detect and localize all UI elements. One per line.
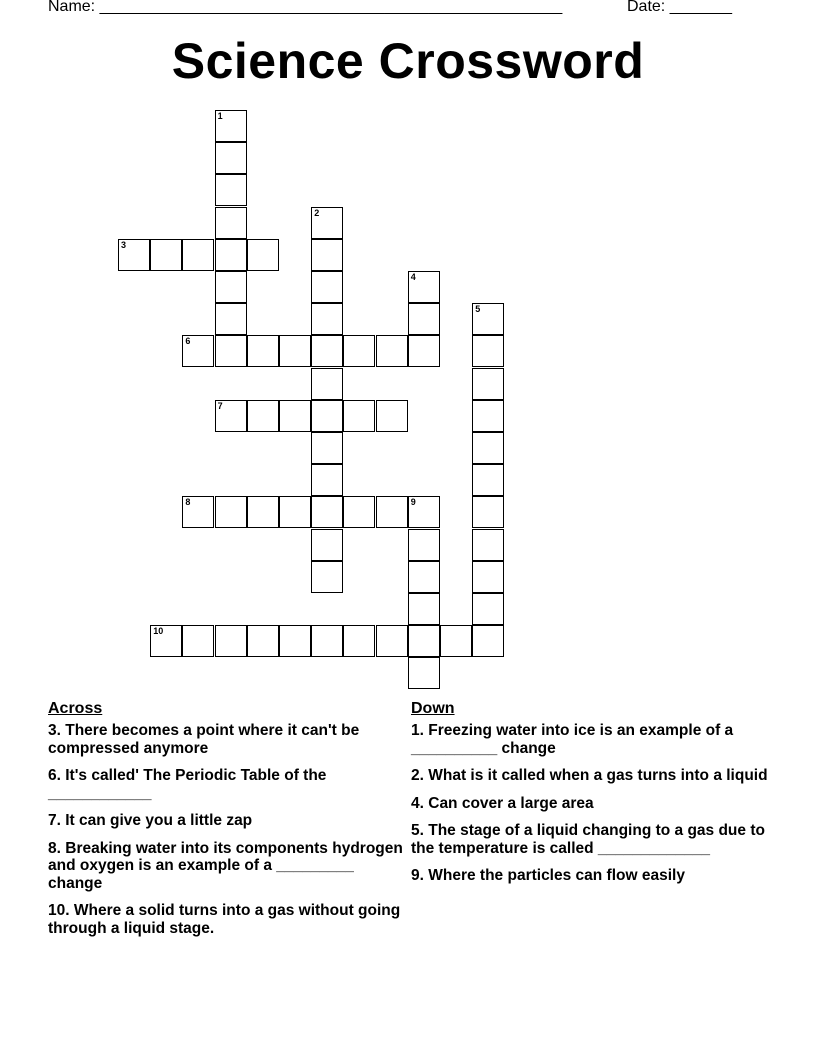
grid-cell[interactable]	[408, 271, 440, 303]
grid-cell[interactable]	[472, 464, 504, 496]
grid-cell[interactable]	[311, 335, 343, 367]
grid-cell[interactable]	[472, 625, 504, 657]
grid-cell[interactable]	[311, 303, 343, 335]
grid-cell[interactable]	[472, 529, 504, 561]
grid-cell[interactable]	[215, 400, 247, 432]
clue-number-8: 8	[185, 497, 191, 508]
grid-cell[interactable]	[376, 335, 408, 367]
grid-cell[interactable]	[182, 335, 214, 367]
clue-number-3: 3	[121, 239, 127, 250]
down-clue-9: 9. Where the particles can flow easily	[411, 867, 685, 884]
grid-cell[interactable]	[215, 496, 247, 528]
grid-cell[interactable]	[343, 335, 375, 367]
grid-cell[interactable]	[311, 496, 343, 528]
grid-cell[interactable]	[408, 657, 440, 689]
down-clue-5: 5. The stage of a liquid changing to a gas due to the temperature is called _____________	[411, 822, 765, 857]
down-heading: Down	[411, 700, 455, 717]
grid-cell[interactable]	[215, 142, 247, 174]
across-clues	[48, 700, 408, 947]
grid-cell[interactable]	[376, 496, 408, 528]
across-clue-7: 7. It can give you a little zap	[48, 812, 253, 829]
grid-cell[interactable]	[472, 335, 504, 367]
grid-cell[interactable]	[408, 593, 440, 625]
grid-cell[interactable]	[279, 335, 311, 367]
page-title: Science Crossword	[171, 33, 645, 89]
down-clues	[411, 700, 771, 895]
grid-cell[interactable]	[311, 464, 343, 496]
grid-cell[interactable]	[311, 271, 343, 303]
date-field-line: Date: _______	[627, 0, 732, 15]
grid-cell[interactable]	[343, 625, 375, 657]
grid-cell[interactable]	[440, 625, 472, 657]
grid-cell[interactable]	[311, 561, 343, 593]
grid-cell[interactable]	[472, 432, 504, 464]
grid-cell[interactable]	[343, 400, 375, 432]
grid-cell[interactable]	[150, 625, 182, 657]
grid-cell[interactable]	[408, 529, 440, 561]
grid-cell[interactable]	[279, 400, 311, 432]
grid-cell[interactable]	[182, 496, 214, 528]
grid-cell[interactable]	[215, 239, 247, 271]
grid-cell[interactable]	[279, 496, 311, 528]
across-clue-3: 3. There becomes a point where it can't be compressed anymore	[48, 722, 360, 757]
grid-cell[interactable]	[247, 625, 279, 657]
grid-cell[interactable]	[279, 625, 311, 657]
grid-cell[interactable]	[311, 625, 343, 657]
clue-number-6: 6	[185, 336, 191, 347]
clue-number-2: 2	[314, 207, 320, 218]
grid-cell[interactable]	[247, 335, 279, 367]
grid-cell[interactable]	[215, 271, 247, 303]
grid-cell[interactable]	[408, 303, 440, 335]
grid-cell[interactable]	[182, 625, 214, 657]
grid-cell[interactable]	[311, 400, 343, 432]
grid-cell[interactable]	[247, 400, 279, 432]
grid-cell[interactable]	[215, 207, 247, 239]
grid-cell[interactable]	[215, 110, 247, 142]
across-clue-8: 8. Breaking water into its components hydrogen and oxygen is an example of a _________ change	[48, 839, 403, 892]
grid-cell[interactable]	[311, 368, 343, 400]
clue-number-1: 1	[217, 111, 223, 121]
grid-cell[interactable]	[343, 496, 375, 528]
grid-cell[interactable]	[311, 529, 343, 561]
grid-cell[interactable]	[472, 496, 504, 528]
down-clue-2: 2. What is it called when a gas turns into a liquid	[411, 767, 768, 784]
grid-cell[interactable]	[408, 496, 440, 528]
grid-cell[interactable]	[311, 207, 343, 239]
grid-cell[interactable]	[311, 239, 343, 271]
clue-number-9: 9	[410, 497, 416, 508]
grid-cell[interactable]	[472, 593, 504, 625]
clue-number-5: 5	[475, 304, 481, 315]
grid-cell[interactable]	[247, 239, 279, 271]
grid-cell[interactable]	[215, 174, 247, 206]
down-clue-4: 4. Can cover a large area	[411, 794, 594, 812]
grid-cell[interactable]	[408, 561, 440, 593]
across-clue-10: 10. Where a solid turns into a gas without going through a liquid stage.	[48, 902, 401, 937]
grid-cell[interactable]	[182, 239, 214, 271]
clue-number-7: 7	[217, 400, 223, 411]
grid-cell[interactable]	[472, 561, 504, 593]
grid-cell[interactable]	[472, 400, 504, 432]
clue-number-4: 4	[410, 272, 416, 282]
across-clue-6: 6. It's called' The Periodic Table of the ____________	[48, 767, 327, 802]
name-field-line: Name: ____________________________________________________	[48, 0, 563, 15]
grid-cell[interactable]	[376, 625, 408, 657]
grid-cell[interactable]	[376, 400, 408, 432]
grid-cell[interactable]	[311, 432, 343, 464]
down-clue-1: 1. Freezing water into ice is an example of a __________ change	[411, 722, 734, 757]
grid-cell[interactable]	[150, 239, 182, 271]
grid-cell[interactable]	[408, 335, 440, 367]
grid-cell[interactable]	[472, 368, 504, 400]
grid-cell[interactable]	[118, 239, 150, 271]
grid-cell[interactable]	[215, 335, 247, 367]
clue-number-10: 10	[153, 626, 164, 637]
grid-cell[interactable]	[472, 303, 504, 335]
across-heading: Across	[48, 700, 103, 717]
grid-cell[interactable]	[408, 625, 440, 657]
grid-cell[interactable]	[215, 625, 247, 657]
grid-cell[interactable]	[215, 303, 247, 335]
grid-cell[interactable]	[247, 496, 279, 528]
